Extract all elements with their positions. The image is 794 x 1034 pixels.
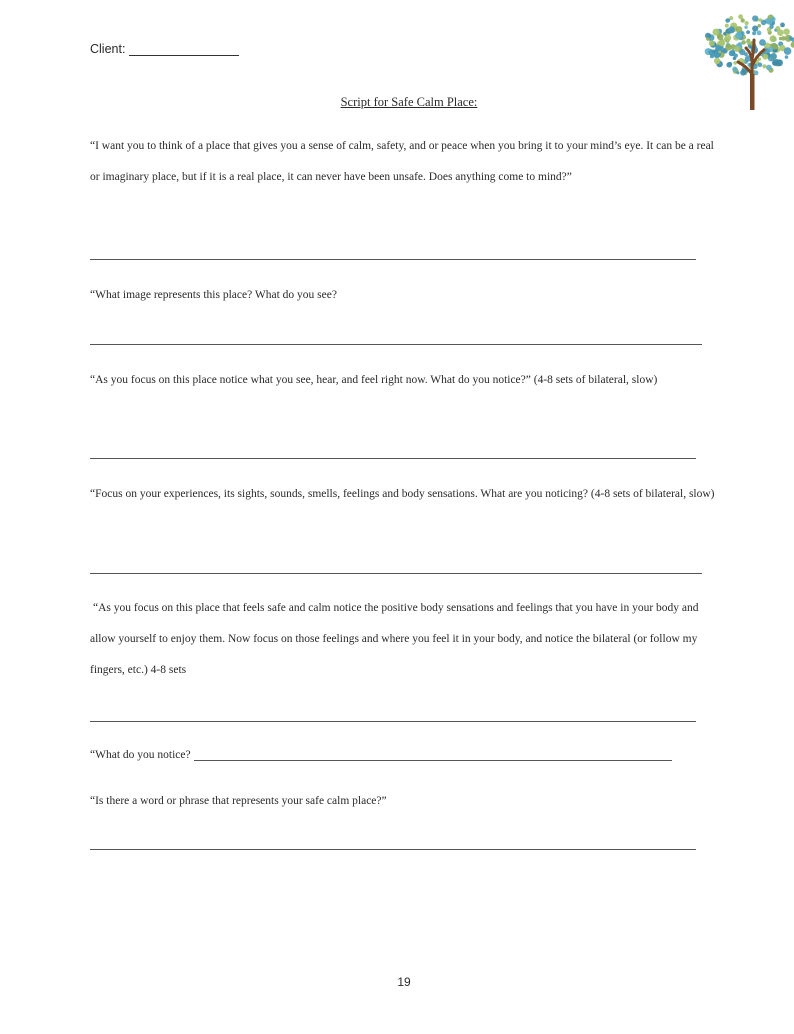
tree-leaf <box>773 44 779 50</box>
tree-leaf <box>783 29 789 35</box>
tree-leaf <box>733 61 737 65</box>
tree-leaf <box>718 39 725 46</box>
tree-leaf <box>785 55 789 59</box>
answer-line-2[interactable] <box>90 344 702 345</box>
tree-leaf <box>757 24 761 28</box>
tree-leaf <box>776 59 783 66</box>
tree-leaf <box>747 41 751 45</box>
document-title: Script for Safe Calm Place: <box>340 95 478 109</box>
tree-leaf <box>744 26 747 29</box>
answer-line-3[interactable] <box>90 458 696 459</box>
tree-leaf <box>738 14 743 19</box>
prompt-7: “Is there a word or phrase that represents your safe calm place?” <box>90 795 387 807</box>
tree-leaf <box>769 25 773 29</box>
tree-leaf <box>706 37 710 41</box>
tree-leaf <box>791 42 794 48</box>
tree-leaf <box>714 58 720 64</box>
tree-leaf <box>762 54 768 60</box>
answer-line-5[interactable] <box>90 721 696 722</box>
tree-leaf <box>725 24 729 28</box>
answer-line-1[interactable] <box>90 259 696 260</box>
tree-leaf <box>709 40 715 46</box>
tree-leaf <box>729 16 733 20</box>
answer-line-7[interactable] <box>90 849 696 850</box>
tree-leaf <box>710 54 714 58</box>
tree-leaf <box>752 31 756 35</box>
tree-leaf <box>770 35 777 42</box>
tree-leaf <box>725 44 732 51</box>
tree-leaf <box>729 50 735 56</box>
prompt-4: “Focus on your experiences, its sights, sounds, smells, feelings and body sensations. What are you noticing? (4-8 sets of bilateral, slow) <box>90 488 715 500</box>
tree-leaf <box>757 31 762 36</box>
prompt-6-text: “What do you notice? <box>90 749 191 761</box>
tree-leaf <box>776 26 781 31</box>
tree-leaf <box>759 18 763 22</box>
tree-leaf <box>735 32 742 39</box>
prompt-1: “I want you to think of a place that gives you a sense of calm, safety, and or peace when you bring it to your mind’s eye. It can be a real or imaginary place, but if it is a real place, it can never have been unsafe. Does anything come to mind?” <box>90 140 714 183</box>
tree-leaf <box>725 19 729 23</box>
tree-leaf <box>726 62 732 68</box>
answer-line-4[interactable] <box>90 573 702 574</box>
tree-leaf <box>758 58 761 61</box>
tree-leaf <box>746 30 750 34</box>
tree-leaf <box>759 39 766 46</box>
tree-leaf <box>734 46 740 52</box>
tree-leaf <box>745 21 749 25</box>
tree-leaf <box>728 26 735 33</box>
prompt-2: “What image represents this place? What do you see? <box>90 289 337 301</box>
tree-leaf <box>784 47 792 55</box>
tree-leaf <box>734 54 738 58</box>
tree-leaf <box>717 34 724 41</box>
client-label: Client: <box>90 42 126 56</box>
client-field <box>90 42 239 56</box>
prompt-3: “As you focus on this place notice what you see, hear, and feel right now. What do you notice?” (4-8 sets of bilateral, slow) <box>90 374 658 386</box>
tree-leaf <box>736 71 739 74</box>
prompt-6 <box>90 748 672 761</box>
tree-leaf <box>744 52 748 56</box>
tree-leaf <box>762 64 766 68</box>
answer-line-6[interactable] <box>194 748 672 761</box>
tree-leaf <box>752 15 758 21</box>
tree-leaf <box>736 26 743 33</box>
client-name-line[interactable] <box>129 42 239 56</box>
tree-leaf <box>770 53 777 60</box>
tree-leaf <box>758 62 763 67</box>
tree-leaf <box>709 50 714 55</box>
prompt-5: “As you focus on this place that feels safe and calm notice the positive body sensations and feelings that you have in your body and allow yourself to enjoy them. Now focus on those feelings and where you feel it in your body, and notice the bilateral (or follow my fingers, etc.) 4-8 sets <box>90 602 699 676</box>
page-number: 19 <box>397 975 411 989</box>
tree-leaf <box>732 67 737 72</box>
tree-leaf <box>724 35 731 42</box>
tree-leaf <box>766 65 772 71</box>
tree-leaf <box>771 17 776 22</box>
tree-leaf <box>714 52 721 59</box>
tree-leaf <box>752 26 758 32</box>
tree-leaf <box>740 70 746 76</box>
tree-leaf <box>780 23 785 28</box>
